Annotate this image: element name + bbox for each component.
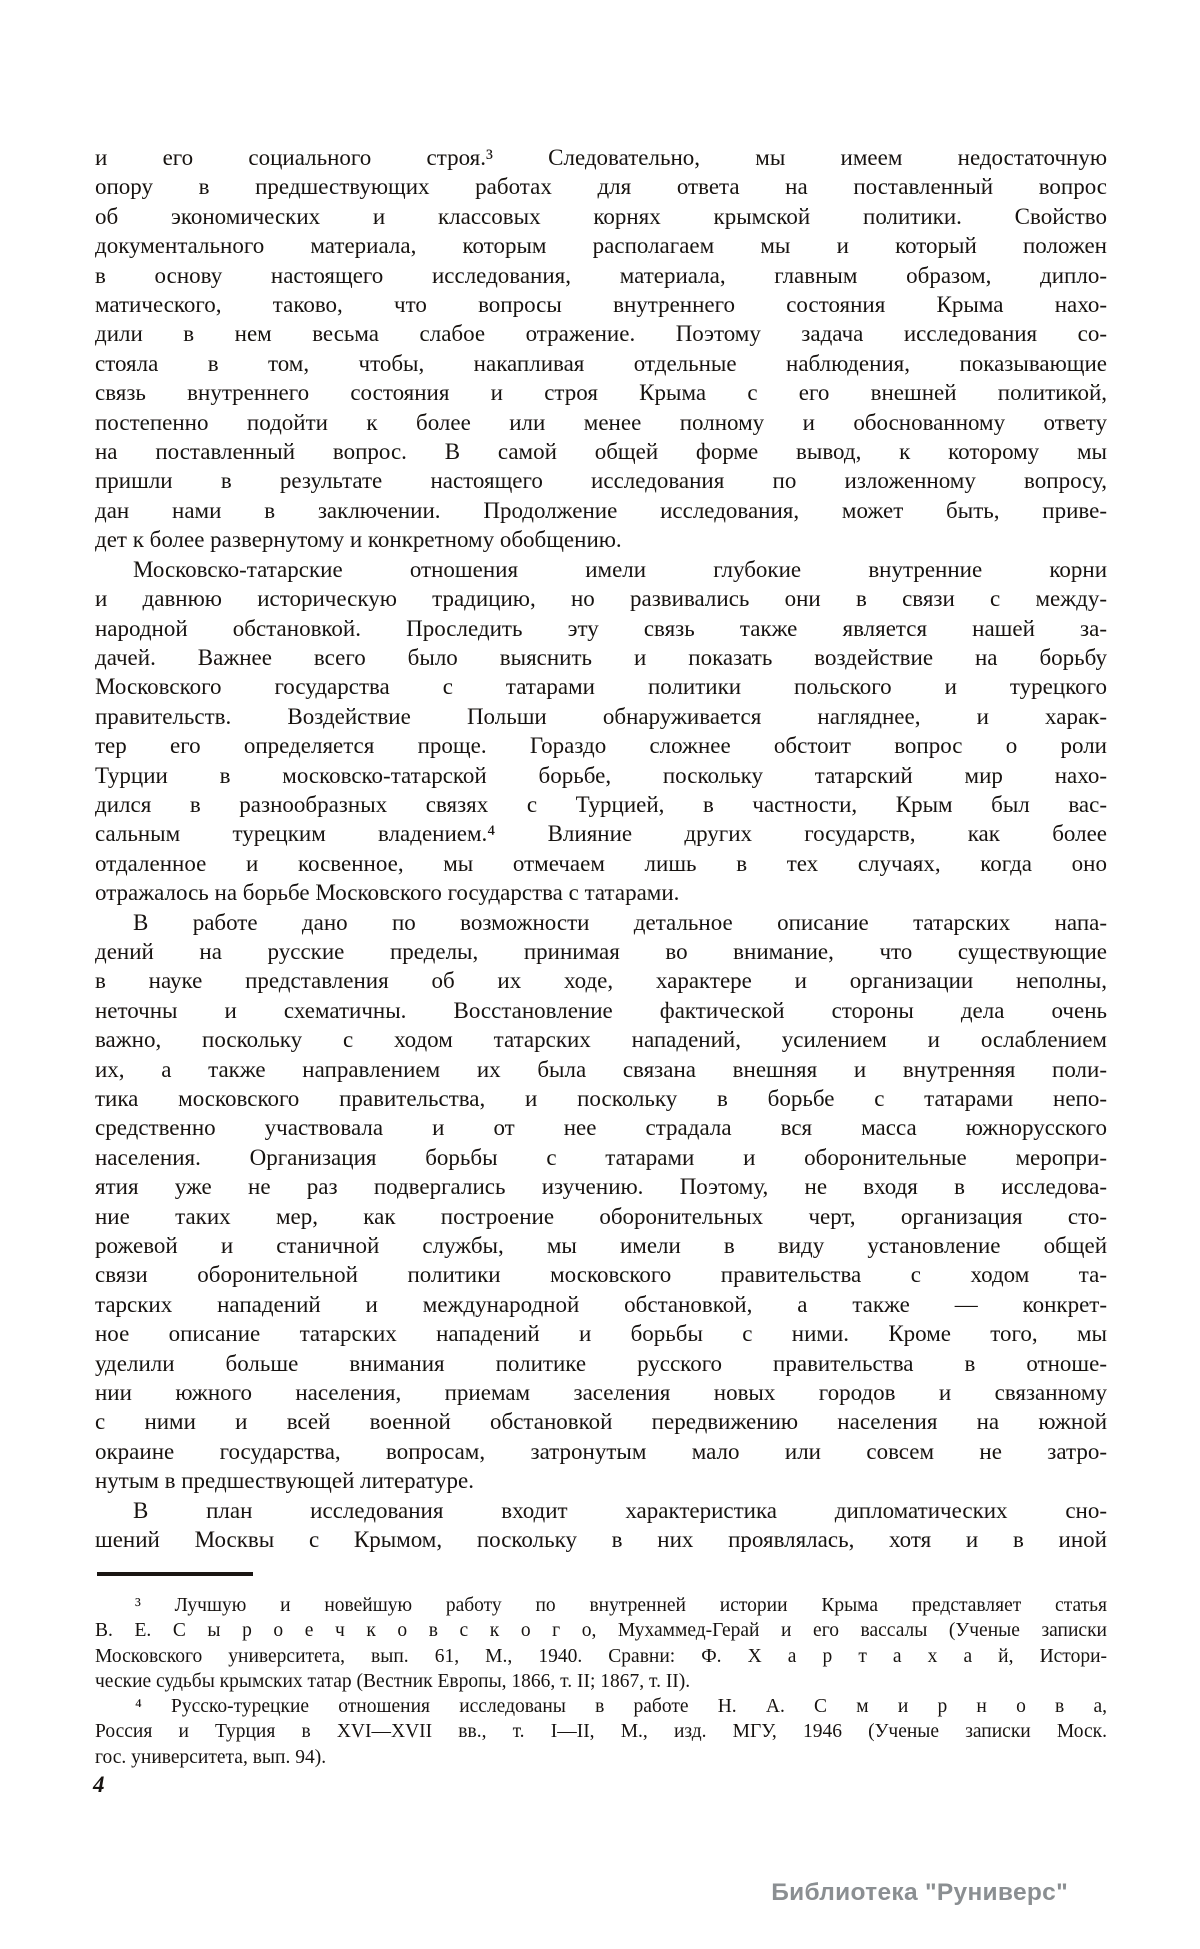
text-line: тарских нападений и международной обстановкой, а также — конкрет-: [95, 1291, 1107, 1317]
text-line: и давнюю историческую традицию, но развивались они в связи с между-: [95, 586, 1107, 612]
text-line: опору в предшествующих работах для ответа на поставленный вопрос: [95, 174, 1107, 200]
text-line: ³ Лучшую и новейшую работу по внутренней истории Крыма представляет статья: [135, 1595, 1107, 1616]
text-line: В. Е. С ы р о е ч к о в с к о г о, Мухаммед-Герай и его вассалы (Ученые записки: [95, 1620, 1107, 1642]
paragraph: [95, 555, 1107, 908]
footnote-separator: [97, 1572, 253, 1576]
text-line: народной обстановкой. Проследить эту связь также является нашей за-: [95, 615, 1107, 641]
text-line: шений Москвы с Крымом, поскольку в них проявлялась, хотя и в иной: [95, 1527, 1107, 1553]
text-line: нутым в предшествующей литературе.: [95, 1468, 474, 1494]
text-line: отдаленное и косвенное, мы отмечаем лишь в тех случаях, когда оно: [95, 850, 1107, 876]
text-line: связи оборонительной политики московского правительства с ходом та-: [95, 1262, 1107, 1288]
text-line: ческие судьбы крымских татар (Вестник Европы, 1866, т. II; 1867, т. II).: [95, 1670, 691, 1692]
text-line: Московского государства с татарами политики польского и турецкого: [95, 674, 1107, 700]
main-text: [95, 143, 1107, 1555]
footnote-text: [95, 1593, 1107, 1770]
text-line: стояла в том, чтобы, накапливая отдельные наблюдения, показывающие: [95, 350, 1107, 376]
text-line: дет к более развернутому и конкретному обобщению.: [95, 527, 622, 553]
text-line: пришли в результате настоящего исследования по изложенному вопросу,: [95, 468, 1107, 494]
text-line: нии южного населения, приемам заселения новых городов и связанному: [95, 1380, 1107, 1406]
text-line: матического, таково, что вопросы внутреннего состояния Крыма нахо-: [95, 292, 1107, 318]
paragraph: [95, 143, 1107, 555]
text-line: об экономических и классовых корнях крымской политики. Свойство: [95, 203, 1107, 229]
text-line: на поставленный вопрос. В самой общей форме вывод, к которому мы: [95, 439, 1107, 465]
text-line: сальным турецким владением.⁴ Влияние других государств, как более: [95, 821, 1107, 847]
text-line: ⁴ Русско-турецкие отношения исследованы в работе Н. А. С м и р н о в а,: [135, 1696, 1107, 1718]
text-line: ние таких мер, как построение оборонительных черт, организация сто-: [95, 1203, 1107, 1229]
text-line: тика московского правительства, и поскольку в борьбе с татарами непо-: [95, 1086, 1107, 1111]
paragraph: [95, 1496, 1107, 1555]
text-line: рожевой и станичной службы, мы имели в виду установление общей: [95, 1233, 1107, 1259]
paragraph: [95, 908, 1107, 1496]
text-line: ятия уже не раз подвергались изучению. Поэтому, не входя в исследова-: [95, 1174, 1107, 1200]
text-line: ное описание татарских нападений и борьбы с ними. Кроме того, мы: [95, 1321, 1107, 1347]
text-line: в основу настоящего исследования, материала, главным образом, дипло-: [95, 262, 1107, 288]
text-line: важно, поскольку с ходом татарских нападений, усилением и ослаблением: [95, 1027, 1107, 1053]
text-line: правительств. Воздействие Польши обнаруживается нагляднее, и харак-: [95, 703, 1107, 729]
text-line: Турции в московско-татарской борьбе, поскольку татарский мир нахо-: [95, 762, 1107, 788]
text-line: гос. университета, вып. 94).: [95, 1746, 327, 1768]
text-line: и его социального строя.³ Следовательно, мы имеем недостаточную: [95, 145, 1107, 170]
text-line: В план исследования входит характеристика дипломатических сно-: [133, 1497, 1107, 1523]
text-line: окраине государства, вопросам, затронутым мало или совсем не затро-: [95, 1438, 1107, 1464]
text-line: неточны и схематичны. Восстановление фактической стороны дела очень: [95, 997, 1107, 1023]
text-line: населения. Организация борьбы с татарами и оборонительные меропри-: [95, 1144, 1107, 1170]
text-line: дений на русские пределы, принимая во внимание, что существующие: [95, 938, 1107, 964]
text-line: уделили больше внимания политике русского правительства в отноше-: [95, 1350, 1107, 1376]
text-line: средственно участвовала и от нее страдала вся масса южнорусского: [95, 1115, 1107, 1141]
text-line: Россия и Турция в XVI—XVII вв., т. I—II, М., изд. МГУ, 1946 (Ученые записки Моск.: [95, 1721, 1107, 1743]
text-line: дили в нем весьма слабое отражение. Поэтому задача исследования со-: [95, 321, 1107, 347]
text-line: тер его определяется проще. Гораздо сложнее обстоит вопрос о роли: [95, 733, 1107, 759]
text-line: документального материала, которым располагаем мы и который положен: [95, 233, 1107, 259]
text-line: с ними и всей военной обстановкой передвижению населения на южной: [95, 1409, 1107, 1435]
text-line: связь внутреннего состояния и строя Крыма с его внешней политикой,: [95, 380, 1107, 406]
text-line: дан нами в заключении. Продолжение исследования, может быть, приве-: [95, 497, 1107, 523]
text-line: Московско-татарские отношения имели глубокие внутренние корни: [133, 556, 1107, 582]
text-line: Московского университета, вып. 61, М., 1940. Сравни: Ф. Х а р т а х а й, Истори-: [95, 1645, 1107, 1667]
text-line: в науке представления об их ходе, характере и организации неполны,: [95, 968, 1107, 994]
page-number: 4: [93, 1772, 105, 1797]
text-line: постепенно подойти к более или менее полному и обоснованному ответу: [95, 409, 1107, 435]
footnote: [95, 1694, 1107, 1770]
footnote: [95, 1593, 1107, 1694]
text-line: их, а также направлением их была связана внешняя и внутренняя поли-: [95, 1056, 1107, 1082]
text-line: отражалось на борьбе Московского государства с татарами.: [95, 880, 680, 906]
text-line: дился в разнообразных связях с Турцией, в частности, Крым был вас-: [95, 791, 1107, 817]
text-line: В работе дано по возможности детальное описание татарских напа-: [133, 909, 1107, 935]
watermark: Библиотека "Руниверс": [771, 1879, 1068, 1906]
text-line: дачей. Важнее всего было выяснить и показать воздействие на борьбу: [95, 644, 1107, 670]
footnotes-section: [95, 1572, 1107, 1770]
